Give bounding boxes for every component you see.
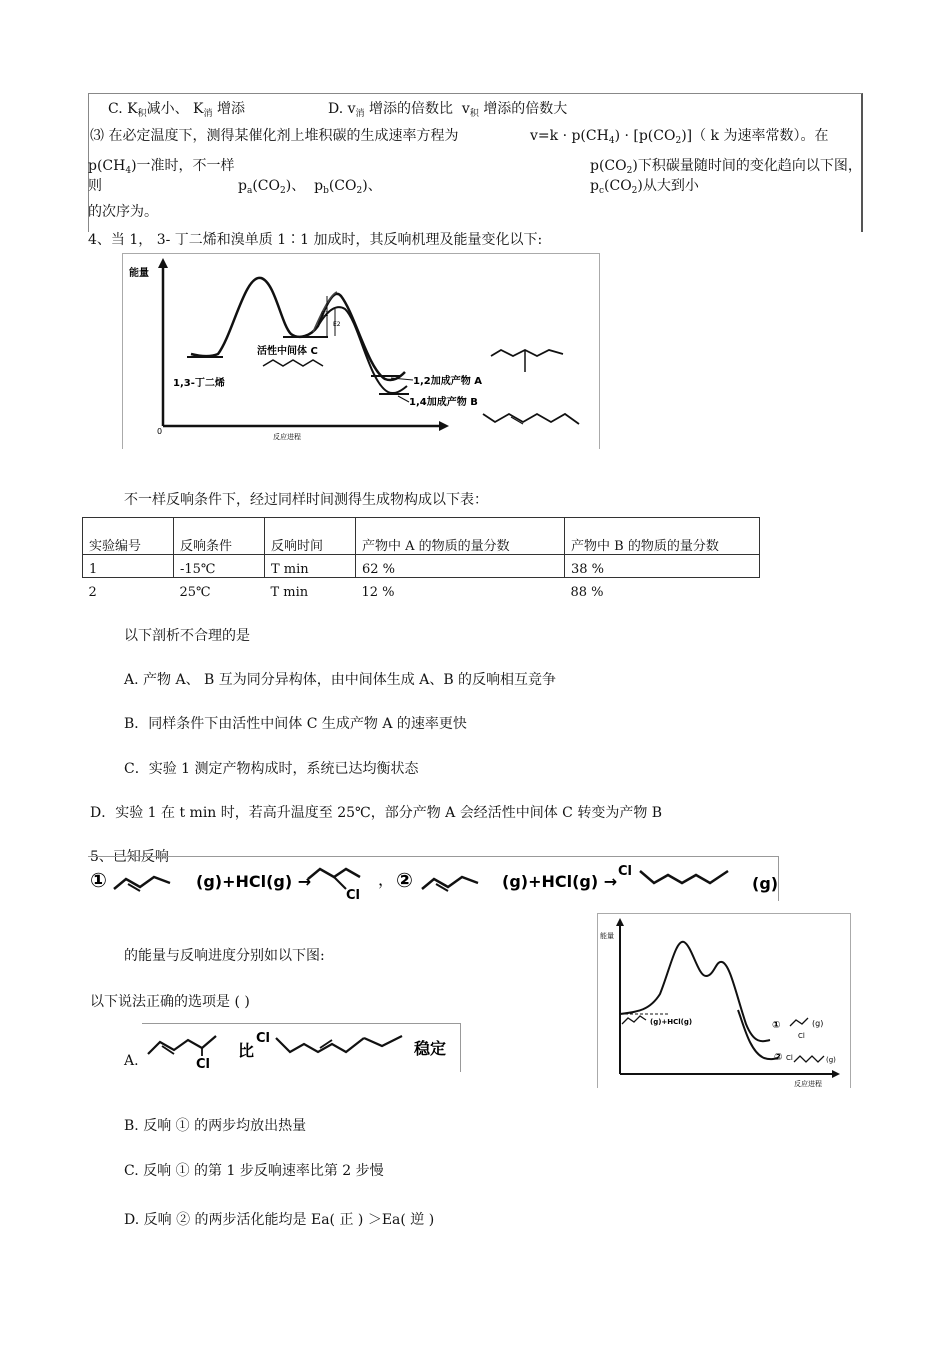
table-header-row [83,518,760,555]
xlabel: 反应进程 [273,433,301,441]
energy-description: 的能量与反响进度分别如以下图: [124,948,325,964]
product-2-molecule [794,1056,824,1062]
q4-option-a: A. 产物 A、 B 互为同分异构体，由中间体生成 A、B 的反响相互竞争 [124,672,557,688]
origin-label: 0 [157,427,163,436]
q5-stem: 5、已知反响 [90,849,169,865]
energy-curve [620,942,770,1041]
option-a-bi: 比 [238,1041,255,1060]
energy-curve [191,278,405,380]
option-a-molecule-1 [148,1036,216,1054]
table-cell: 12 % [361,585,395,600]
table-cell: 25℃ [179,585,211,600]
product-1-number: ① [772,1020,781,1031]
option-a-cl2: Cl [256,1031,270,1046]
results-table [82,517,760,600]
ch4-line: $p(CH_4)$一准时，不一样 [88,158,235,176]
product-2-structure [640,871,728,883]
q5-option-d: D. 反响 ② 的两步活化能均是 Ea( 正 ) ＞Ea( 逆 ) [124,1212,435,1228]
co2-line: $p(CO_2)$下积碳量随时间的变化趋向以下图， [590,158,862,176]
product-b-label: 1,4加成产物 B [409,397,478,408]
product-2-gas: (g) [826,1056,836,1064]
e1-label: E1 [321,311,329,318]
q4-option-b: B．同样条件下由活性中间体 C 生成产物 A 的速率更快 [124,716,467,732]
intermediate-label: 活性中间体 C [257,346,318,357]
order-text: 的次序为。 [88,204,158,220]
energy-diagram-q5 [597,913,851,1088]
option-a-molecule-2 [276,1038,364,1052]
table-cell: 88 % [570,585,604,600]
header-cell: 产物中 B 的物质的量分数 [565,518,760,555]
q5-equations [88,856,779,901]
q5-question: 以下说法正确的选项是 ( ) [90,994,250,1010]
start-label: (g)+HCl(g) [650,1018,693,1026]
start-molecule [622,1016,646,1024]
reactant-label: 1,3-丁二烯 [173,378,225,389]
table-cell: T min [265,555,356,578]
table-intro: 不一样反响条件下，经过同样时间测得生成物构成以下表： [124,492,488,508]
option-c-line: C. $K_积$减小、 $K_消$ 增添 [108,101,245,119]
table-cell: 62 % [356,555,565,578]
product-b-structure [483,414,579,424]
header-cell: 产物中 A 的物质的量分数 [356,518,565,555]
eq1-number: ① [90,868,107,892]
e2-label: E2 [333,321,341,328]
table-cell: 2 [88,585,97,600]
pressure-pc: $p_c(CO_2)$从大到小 [590,178,699,196]
table-row [83,578,760,601]
header-cell: 实验编号 [83,518,174,555]
header-cell: 反响时间 [265,518,356,555]
table-cell: -15℃ [174,555,265,578]
eq-separator: ， [378,870,395,889]
xlabel: 反应进程 [794,1080,822,1088]
table-cell: 1 [83,555,174,578]
eq2-gas: (g) [752,874,778,893]
product-1-molecule [790,1018,808,1026]
q5-option-b: B. 反响 ① 的两步均放出热量 [124,1118,307,1134]
intermediate-structure [263,360,323,366]
ze-text: 则 [88,178,102,194]
rate-equation: $v=k \cdot p(CH_4) \cdot [p(CO_2)]$（ k 为速率常数）。在 [530,128,829,146]
product-a-label: 1,2加成产物 A [413,376,482,387]
q5-option-a-figure [142,1023,461,1072]
q5-option-c: C. 反响 ① 的第 1 步反响速率比第 2 步慢 [124,1163,384,1179]
eq1-reactants: (g)+HCl(g) → [196,872,312,891]
ylabel: 能量 [600,932,614,940]
product-1-gas: (g) [812,1019,824,1028]
butadiene-1 [114,877,170,889]
eq2-cl: Cl [618,864,632,879]
pressure-pa-pb: $p_a(CO_2)$、 $p_b(CO_2)$、 [238,178,382,196]
option-d-line: D. $v_消$ 增添的倍数比 $v_积$ 增添的倍数大 [328,101,568,119]
butadiene-2 [422,877,478,889]
q5-option-a-label: A. [124,1053,139,1069]
eq1-cl: Cl [346,888,360,901]
eq2-number: ② [396,868,413,892]
table-cell: 38 % [565,555,760,578]
q3-part3-text: ⑶ 在必定温度下，测得某催化剂上堆积碳的生成速率方程为 [90,128,459,144]
q4-question: 以下剖析不合理的是 [124,628,250,644]
option-a-cl1: Cl [196,1057,210,1072]
product-a-structure [491,350,563,356]
product-1-cl: Cl [798,1032,805,1040]
option-a-end: 稳定 [414,1039,447,1058]
header-cell: 反响条件 [174,518,265,555]
energy-diagram-q4 [122,253,600,449]
product-2-cl: Cl [786,1054,793,1062]
table-row [83,555,760,578]
q4-option-d: D．实验 1 在 t min 时，若高升温度至 25℃，部分产物 A 会经活性中间体 C 转变为产物 B [90,805,663,821]
ylabel: 能量 [129,268,149,279]
q4-stem: 4、当 1， 3- 丁二烯和溴单质 1∶1 加成时，其反响机理及能量变化以下: [88,232,543,248]
product-2-number: ② [774,1052,783,1063]
eq2-reactants: (g)+HCl(g) → [502,872,618,891]
table-cell: T min [270,585,309,600]
q4-option-c: C．实验 1 测定产物构成时，系统已达均衡状态 [124,761,419,777]
